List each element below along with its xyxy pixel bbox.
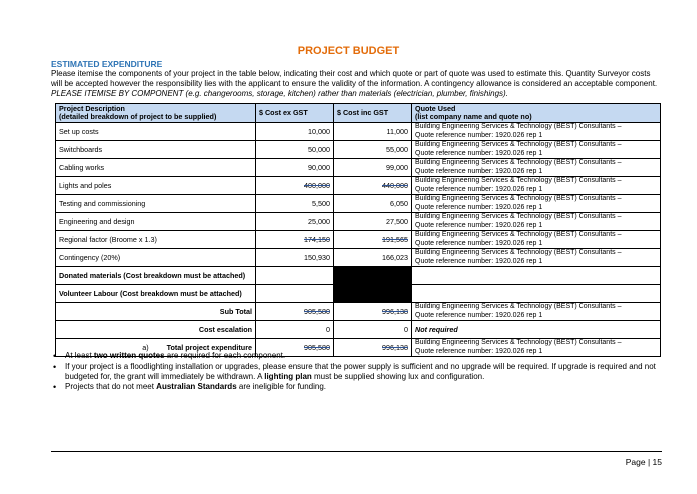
row-quote	[412, 213, 661, 231]
intro-text: Please itemise the components of your project in the table below, indicating their cost and which quote or part of quote was used to estimate this. Quantity Surveyor costs will be accepted however the responsibility lies with the applicant to ensure the validity of the information. A contingency allowance is considered an acceptable component.	[51, 69, 658, 88]
row-quote	[412, 195, 661, 213]
row-cost-ex	[256, 177, 334, 195]
subtotal-label: Sub Total	[56, 303, 256, 321]
quote-company: Building Engineering Services & Technology (BEST) Consultants –	[415, 177, 622, 185]
total-label: Total project expenditure	[166, 343, 252, 352]
bullet-bold-text: Australian Standards	[156, 382, 237, 391]
struck-value: 400,000	[304, 181, 330, 190]
row-quote	[412, 249, 661, 267]
row-cost-inc	[334, 177, 412, 195]
bullet-text: must be supplied showing lux and configuration.	[311, 371, 485, 381]
row-description: Contingency (20%)	[56, 249, 256, 267]
subtotal-quote	[412, 303, 661, 321]
bullet-bold-text: lighting plan	[264, 371, 312, 381]
bullet-text: are required for each component.	[164, 351, 286, 360]
row-description: Switchboards	[56, 141, 256, 159]
row-cost-ex	[256, 231, 334, 249]
row-description: Set up costs	[56, 123, 256, 141]
row-cost-ex: 25,000	[256, 213, 334, 231]
struck-value: 174,150	[304, 235, 330, 244]
struck-value: 440,000	[382, 181, 408, 190]
quote-reference: Quote reference number: 1920.026 rep 1	[415, 347, 543, 355]
subtotal-row	[56, 303, 661, 321]
row-description: Lights and poles	[56, 177, 256, 195]
header-description-line2: (detailed breakdown of project to be supplied)	[59, 112, 217, 121]
table-row	[56, 177, 661, 195]
row-cost-ex: 50,000	[256, 141, 334, 159]
table-row	[56, 123, 661, 141]
donated-ex-cell	[256, 267, 334, 285]
escalation-row	[56, 321, 661, 339]
escalation-note: Not required	[412, 321, 661, 339]
row-cost-inc: 6,050	[334, 195, 412, 213]
row-description: Cabling works	[56, 159, 256, 177]
header-quote-used	[412, 104, 661, 123]
donated-materials-row	[56, 267, 661, 285]
quote-reference: Quote reference number: 1920.026 rep 1	[415, 221, 543, 229]
row-quote	[412, 231, 661, 249]
intro-italic-text: PLEASE ITEMISE BY COMPONENT (e.g. changerooms, storage, kitchen) rather than materials (electrician, plumber, finishings).	[51, 89, 508, 98]
escalation-label: Cost escalation	[56, 321, 256, 339]
quote-company: Building Engineering Services & Technology (BEST) Consultants –	[415, 303, 622, 311]
volunteer-labour-label: Volunteer Labour (Cost breakdown must be attached)	[56, 285, 256, 303]
row-quote	[412, 141, 661, 159]
struck-value: 905,580	[304, 343, 330, 352]
quote-company: Building Engineering Services & Technology (BEST) Consultants –	[415, 339, 622, 347]
quote-reference: Quote reference number: 1920.026 rep 1	[415, 203, 543, 211]
page-title: PROJECT BUDGET	[297, 45, 400, 57]
intro-paragraph	[51, 69, 661, 99]
quote-reference: Quote reference number: 1920.026 rep 1	[415, 167, 543, 175]
struck-value: 905,580	[304, 307, 330, 316]
row-quote	[412, 123, 661, 141]
struck-value: 191,565	[382, 235, 408, 244]
row-quote	[412, 159, 661, 177]
total-marker: a)	[142, 343, 149, 352]
list-item	[51, 382, 661, 392]
row-description: Testing and commissioning	[56, 195, 256, 213]
row-cost-inc: 55,000	[334, 141, 412, 159]
escalation-inc: 0	[334, 321, 412, 339]
quote-reference: Quote reference number: 1920.026 rep 1	[415, 239, 543, 247]
row-cost-ex: 5,500	[256, 195, 334, 213]
row-cost-inc: 27,500	[334, 213, 412, 231]
row-cost-inc: 99,000	[334, 159, 412, 177]
table-row	[56, 213, 661, 231]
header-quote-line2: (list company name and quote no)	[415, 112, 532, 121]
quote-reference: Quote reference number: 1920.026 rep 1	[415, 149, 543, 157]
header-quote-line1: Quote Used	[415, 103, 456, 113]
table-row	[56, 159, 661, 177]
row-cost-ex: 10,000	[256, 123, 334, 141]
quote-company: Building Engineering Services & Technology (BEST) Consultants –	[415, 231, 622, 239]
table-header-row	[56, 104, 661, 123]
header-cost-inc-gst: $ Cost inc GST	[334, 104, 412, 123]
footer-rule	[51, 451, 662, 452]
table-row	[56, 249, 661, 267]
header-cost-ex-gst: $ Cost ex GST	[256, 104, 334, 123]
redacted-block	[334, 267, 412, 303]
quote-reference: Quote reference number: 1920.026 rep 1	[415, 311, 543, 319]
section-heading: ESTIMATED EXPENDITURE	[51, 59, 163, 69]
bullet-bold-text: two written quotes	[93, 351, 165, 360]
bullet-text: are ineligible for funding.	[236, 382, 327, 391]
quote-reference: Quote reference number: 1920.026 rep 1	[415, 131, 543, 139]
quote-reference: Quote reference number: 1920.026 rep 1	[415, 185, 543, 193]
bullet-text: If your project is a floodlighting installation or upgrades, please ensure that the power supply is sufficient and no upgrade will be required. If upgrade is required and not budgeted for, the grant will immediately be withdrawn. A	[65, 361, 656, 381]
row-quote	[412, 177, 661, 195]
quote-company: Building Engineering Services & Technology (BEST) Consultants –	[415, 249, 622, 257]
quote-company: Building Engineering Services & Technology (BEST) Consultants –	[415, 123, 622, 131]
row-cost-ex: 150,930	[256, 249, 334, 267]
quote-company: Building Engineering Services & Technology (BEST) Consultants –	[415, 159, 622, 167]
quote-reference: Quote reference number: 1920.026 rep 1	[415, 257, 543, 265]
donated-materials-label: Donated materials (Cost breakdown must be attached)	[56, 267, 256, 285]
struck-value: 996,138	[382, 307, 408, 316]
row-cost-inc	[334, 231, 412, 249]
header-description	[56, 104, 256, 123]
escalation-ex: 0	[256, 321, 334, 339]
row-cost-inc: 11,000	[334, 123, 412, 141]
donated-quote-cell	[412, 267, 661, 285]
struck-value: 996,138	[382, 343, 408, 352]
bullet-text: Projects that do not meet	[65, 382, 157, 391]
budget-table	[55, 103, 661, 357]
header-description-line1: Project Description	[59, 103, 125, 113]
page-number: Page | 15	[625, 457, 662, 467]
row-description: Engineering and design	[56, 213, 256, 231]
row-cost-ex: 90,000	[256, 159, 334, 177]
volunteer-quote-cell	[412, 285, 661, 303]
table-row	[56, 141, 661, 159]
quote-company: Building Engineering Services & Technology (BEST) Consultants –	[415, 141, 622, 149]
list-item	[51, 351, 661, 361]
row-cost-inc: 166,023	[334, 249, 412, 267]
quote-company: Building Engineering Services & Technology (BEST) Consultants –	[415, 213, 622, 221]
requirements-list	[51, 351, 661, 393]
table-row	[56, 195, 661, 213]
table-row	[56, 231, 661, 249]
subtotal-inc	[334, 303, 412, 321]
bullet-text: At least	[65, 351, 94, 360]
list-item	[51, 362, 661, 382]
quote-company: Building Engineering Services & Technology (BEST) Consultants –	[415, 195, 622, 203]
volunteer-ex-cell	[256, 285, 334, 303]
subtotal-ex	[256, 303, 334, 321]
row-description: Regional factor (Broome x 1.3)	[56, 231, 256, 249]
